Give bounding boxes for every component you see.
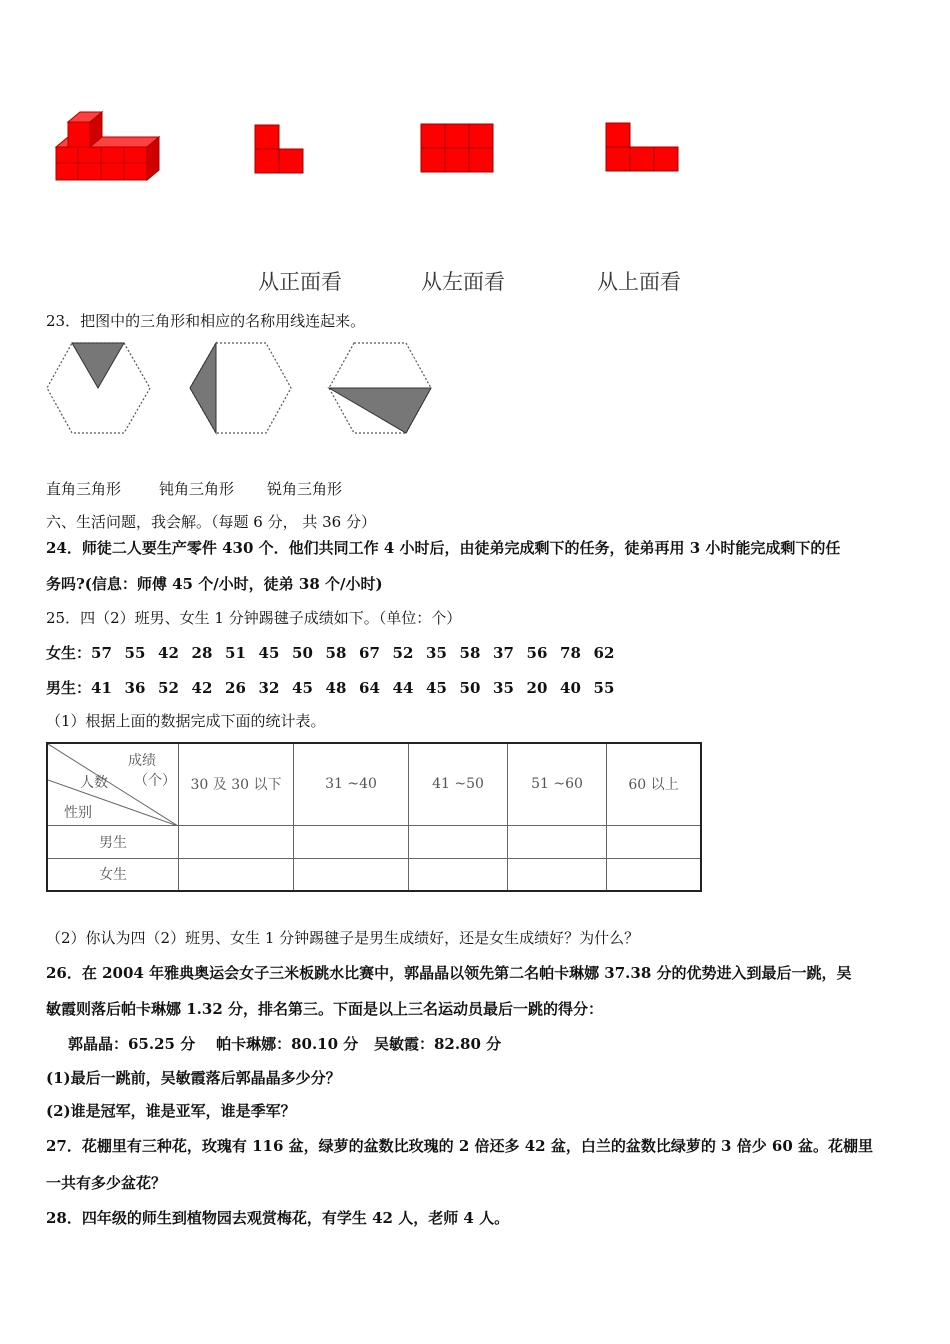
q24-line2: 务吗?(信息：师傅 45 个/小时，徒弟 38 个/小时) xyxy=(46,575,383,593)
girls-score: 42 xyxy=(158,644,179,662)
boys-scores-row xyxy=(46,677,627,698)
name-acute-triangle: 锐角三角形 xyxy=(267,480,343,498)
q23-text: 23．把图中的三角形和相应的名称用线连起来。 xyxy=(46,312,366,330)
girls-score: 51 xyxy=(225,644,246,662)
boys-score: 32 xyxy=(258,679,280,697)
table-cell[interactable] xyxy=(508,825,607,858)
boys-label: 男生： xyxy=(46,679,92,697)
triangle-acute-shaded xyxy=(72,343,124,388)
table-cell[interactable] xyxy=(607,858,702,891)
girls-score: 57 xyxy=(91,644,112,662)
header-range-4: 51 ~60 xyxy=(508,743,607,825)
table-cell[interactable] xyxy=(508,858,607,891)
q25-text: 25．四（2）班男、女生 1 分钟踢毽子成绩如下。（单位：个） xyxy=(46,609,462,627)
header-range-2: 31 ~40 xyxy=(294,743,409,825)
q25-part2: （2）你认为四（2）班男、女生 1 分钟踢毽子是男生成绩好，还是女生成绩好？为什么？ xyxy=(46,929,640,947)
q25-part1: （1）根据上面的数据完成下面的统计表。 xyxy=(46,712,326,730)
boys-score: 20 xyxy=(526,679,548,697)
boys-score: 40 xyxy=(560,679,581,697)
boys-score: 48 xyxy=(325,679,347,697)
boys-score: 55 xyxy=(593,679,615,697)
girls-score: 55 xyxy=(124,644,146,662)
q24-line1: 24．师徒二人要生产零件 430 个．他们共同工作 4 小时后，由徒弟完成剩下的任务，徒弟再用 3 小时能完成剩下的任 xyxy=(46,539,841,557)
section-6-heading: 六、生活问题，我会解。（每题 6 分， 共 36 分） xyxy=(46,513,376,531)
boys-score: 64 xyxy=(359,679,380,697)
top-view-label: 从上面看 xyxy=(597,270,681,294)
triangle-obtuse-shaded xyxy=(329,388,431,433)
front-view-shape xyxy=(255,125,303,173)
name-right-triangle: 直角三角形 xyxy=(46,480,122,498)
boys-score: 35 xyxy=(493,679,514,697)
girls-score: 28 xyxy=(191,644,213,662)
girls-score: 58 xyxy=(325,644,347,662)
girls-score: 45 xyxy=(258,644,280,662)
table-cell[interactable] xyxy=(179,825,294,858)
girls-scores-row xyxy=(46,642,627,663)
corner-count-label: 人数 xyxy=(80,775,108,791)
row-label-girls: 女生 xyxy=(47,858,179,891)
table-row xyxy=(47,858,701,891)
corner-score-label: 成绩 xyxy=(128,753,156,769)
girls-score: 62 xyxy=(593,644,615,662)
q26-scores: 郭晶晶：65.25 分 帕卡琳娜：80.10 分 吴敏霞：82.80 分 xyxy=(68,1035,502,1053)
q27-line2: 一共有多少盆花？ xyxy=(46,1174,167,1192)
table-cell[interactable] xyxy=(179,858,294,891)
girls-score: 58 xyxy=(459,644,481,662)
top-view-shape xyxy=(606,123,678,171)
table-corner-cell xyxy=(47,743,179,825)
table-cell[interactable] xyxy=(294,858,409,891)
girls-score: 37 xyxy=(493,644,514,662)
boys-score: 45 xyxy=(426,679,447,697)
girls-score: 78 xyxy=(560,644,581,662)
name-obtuse-triangle: 钝角三角形 xyxy=(159,480,235,498)
boys-score: 36 xyxy=(124,679,146,697)
hexagon-triangles-figure xyxy=(44,340,444,440)
header-range-3: 41 ~50 xyxy=(409,743,508,825)
row-label-boys: 男生 xyxy=(47,825,179,858)
girls-score: 56 xyxy=(526,644,548,662)
table-cell[interactable] xyxy=(409,825,508,858)
stats-table xyxy=(46,742,702,892)
q26-line1: 26．在 2004 年雅典奥运会女子三米板跳水比赛中，郭晶晶以领先第二名帕卡琳娜 37.38 分的优势进入到最后一跳，吴 xyxy=(46,964,852,982)
front-view-label: 从正面看 xyxy=(258,270,342,294)
boys-score: 42 xyxy=(191,679,213,697)
girls-score: 67 xyxy=(359,644,380,662)
girls-score: 35 xyxy=(426,644,447,662)
q26-sub1: (1)最后一跳前，吴敏霞落后郭晶晶多少分？ xyxy=(46,1069,341,1087)
header-range-1: 30 及 30 以下 xyxy=(179,743,294,825)
q26-line2: 敏霞则落后帕卡琳娜 1.32 分，排名第三。下面是以上三名运动员最后一跳的得分： xyxy=(46,1000,603,1018)
table-cell[interactable] xyxy=(294,825,409,858)
left-view-label: 从左面看 xyxy=(421,270,505,294)
boys-score: 52 xyxy=(158,679,179,697)
corner-gender-label: 性别 xyxy=(64,805,92,821)
q27-line1: 27．花棚里有三种花，玫瑰有 116 盆，绿萝的盆数比玫瑰的 2 倍还多 42 盆，白兰的盆数比绿萝的 3 倍少 60 盆。花棚里 xyxy=(46,1137,874,1155)
girls-score: 52 xyxy=(392,644,414,662)
cube-views-figure xyxy=(40,100,700,195)
boys-score: 41 xyxy=(91,679,112,697)
table-cell[interactable] xyxy=(409,858,508,891)
q28-text: 28．四年级的师生到植物园去观赏梅花，有学生 42 人，老师 4 人。 xyxy=(46,1209,510,1227)
cube-solid xyxy=(56,112,159,180)
left-view-shape xyxy=(421,124,493,172)
triangle-right-shaded xyxy=(190,343,216,433)
q26-sub2: (2)谁是冠军，谁是亚军，谁是季军？ xyxy=(46,1102,296,1120)
boys-score: 44 xyxy=(392,679,414,697)
corner-unit-label: （个） xyxy=(134,773,176,789)
boys-score: 45 xyxy=(292,679,313,697)
boys-score: 26 xyxy=(225,679,246,697)
girls-score: 50 xyxy=(292,644,313,662)
table-cell[interactable] xyxy=(607,825,702,858)
header-range-5: 60 以上 xyxy=(607,743,702,825)
boys-score: 50 xyxy=(459,679,481,697)
table-row xyxy=(47,825,701,858)
girls-label: 女生： xyxy=(46,644,92,662)
